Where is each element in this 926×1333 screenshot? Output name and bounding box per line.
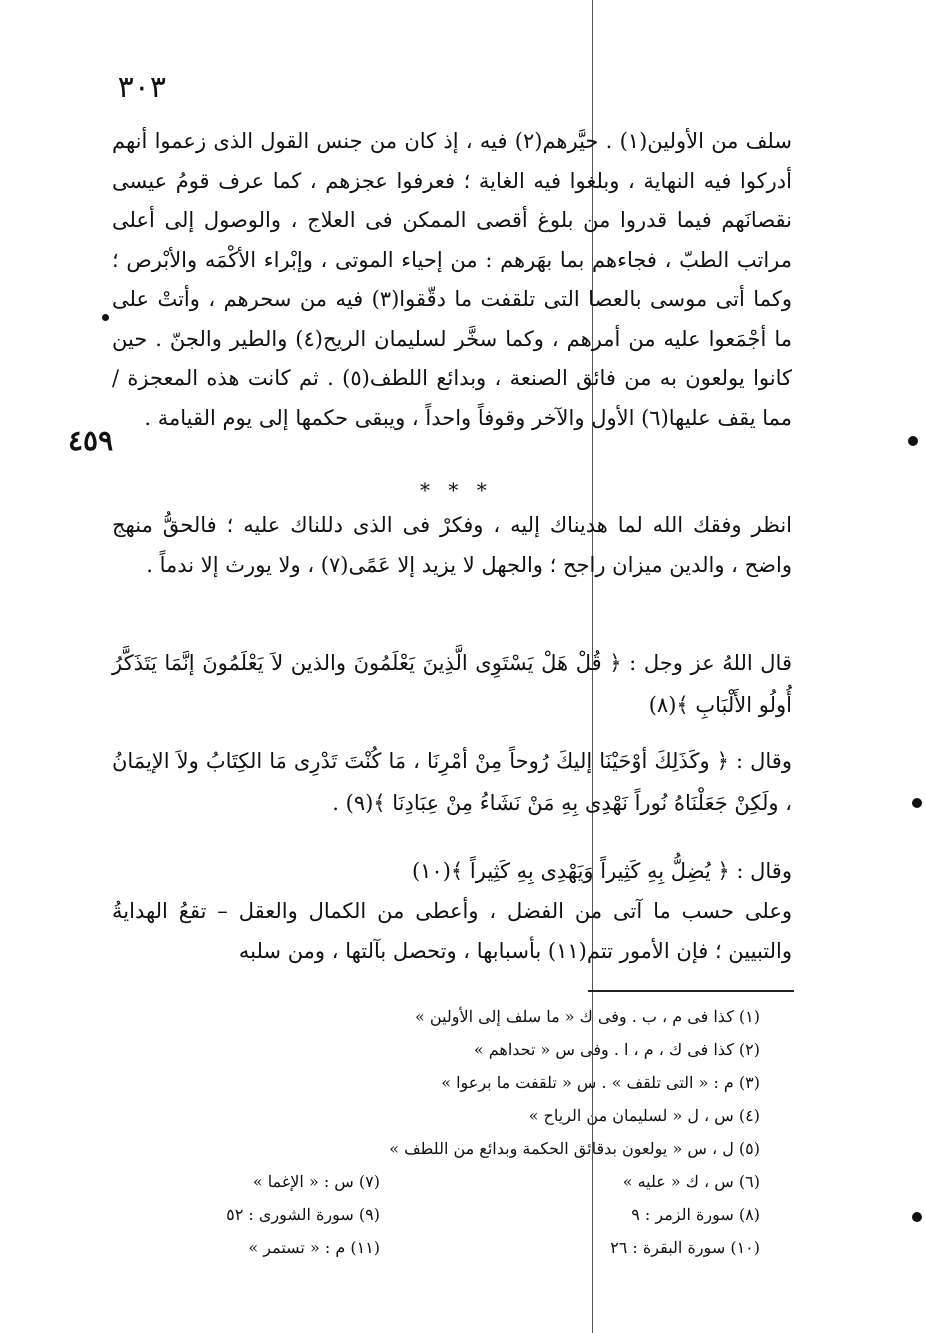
body-paragraph-3 xyxy=(112,892,792,971)
binding-hole-dot xyxy=(908,436,918,446)
footnote: (٥) ل ، س « يولعون بدقائق الحكمة وبدائع من اللطف » xyxy=(389,1139,760,1158)
footnote-pair xyxy=(100,1198,760,1231)
body-paragraph-1 xyxy=(112,122,792,438)
footnotes xyxy=(100,1000,760,1264)
binding-hole-dot xyxy=(912,798,922,808)
footnote: (٧) س : « الإغما » xyxy=(252,1172,380,1191)
paragraph-text: وقال : ﴿ وكَذَلِكَ أوْحَيْنَا إليكَ رُوحاً مِنْ أمْرِنَا ، مَا كُنْتَ تَدْرِى مَا الكِتَابُ ولاَ الإيمَانُ ، ولَكِنْ جَعَلْنَاهُ نُوراً نَهْدِى بِهِ مَنْ نَشَاءُ مِنْ عِبَادِنَا ﴾(٩) . xyxy=(112,749,792,815)
footnote-pair xyxy=(100,1231,760,1264)
footnote: (٨) سورة الزمر : ٩ xyxy=(631,1205,760,1224)
paragraph-text: وقال : ﴿ يُضِلُّ بِهِ كَثِيراً وَيَهْدِى بِهِ كَثِيراً ﴾(١٠) xyxy=(411,859,792,883)
quran-quote-1 xyxy=(112,642,792,726)
margin-page-reference: ٤٥٩ xyxy=(68,424,114,457)
footnote: (٩) سورة الشورى : ٥٢ xyxy=(226,1205,380,1224)
footnote: (٤) س ، ل « لسليمان من الرياح » xyxy=(528,1106,760,1125)
footnote: (١٠) سورة البقرة : ٢٦ xyxy=(610,1238,760,1257)
section-separator: * * * xyxy=(420,478,493,502)
footnote: (٦) س ، ك « عليه » xyxy=(622,1172,760,1191)
quran-quote-2 xyxy=(112,740,792,824)
paragraph-text: وعلى حسب ما آتى من الفضل ، وأعطى من الكمال والعقل – تقعُ الهدايةُ والتبيين ؛ فإن الأمور تتم(١١) بأسبابها ، وتحصل بآلتها ، ومن سلبه xyxy=(112,899,792,963)
binding-hole-dot xyxy=(912,1212,922,1222)
footnote: (١) كذا فى م ، ب . وفى ك « ما سلف إلى الأولين » xyxy=(415,1007,760,1026)
quran-quote-3 xyxy=(112,850,792,892)
paragraph-text: انظر وفقك الله لما هديناك إليه ، وفكرْ فى الذى دللناك عليه ؛ فالحقُّ منهج واضح ، والدين ميزان راجح ؛ والجهل لا يزيد إلا عَمًى(٧) ، ولا يورث إلا ندماً . xyxy=(112,513,792,577)
paragraph-text: قال اللهُ عز وجل : ﴿ قُلْ هَلْ يَسْتَوِى الَّذِينَ يَعْلَمُونَ والذين لاَ يَعْلَمُونَ إنَّمَا يَتَذَكَّرُ أُولُو الأَلْبَابِ ﴾(٨) xyxy=(112,651,792,717)
footnote-pair xyxy=(100,1165,760,1198)
footnote: (٢) كذا فى ك ، م ، ا . وفى س « تحداهم » xyxy=(473,1040,760,1059)
body-paragraph-2 xyxy=(112,506,792,585)
footnote: (٣) م : « التى تلقف » . س « تلقفت ما برعوا » xyxy=(441,1073,760,1092)
page-number: ٣٠٣ xyxy=(117,70,166,105)
footnote-rule xyxy=(588,990,794,992)
ink-speck xyxy=(102,314,109,321)
paragraph-text: سلف من الأولين(١) . حيَّرهم(٢) فيه ، إذ كان من جنس القول الذى زعموا أنهم أدركوا فيه النهاية ، وبلغوا فيه الغاية ؛ فعرفوا عجزهم ، كما عرف قومُ عيسى نقصانَهم فيما قدروا من بلوغ أقصى الممكن فى العلاج ، والوصول إلى أعلى مراتب الطبّ ، فجاءهم بما بهَرهم : من إحياء الموتى ، وإبْراء الأكْمَه والأبْرص ؛ وكما أتى موسى بالعصا التى تلقفت ما دقّقوا(٣) فيه من سحرهم ، وأتتْ على ما أجْمَعوا عليه من أمرهم ، وكما سخَّر لسليمان الريح(٤) والطير والجنّ . حين كانوا يولعون به من فائق الصنعة ، وبدائع اللطف(٥) . ثم كانت هذه المعجزة / مما يقف عليها(٦) الأول والآخر وقوفاً واحداً ، ويبقى حكمها إلى يوم القيامة . xyxy=(112,129,792,430)
footnote: (١١) م : « تستمر » xyxy=(248,1238,380,1257)
